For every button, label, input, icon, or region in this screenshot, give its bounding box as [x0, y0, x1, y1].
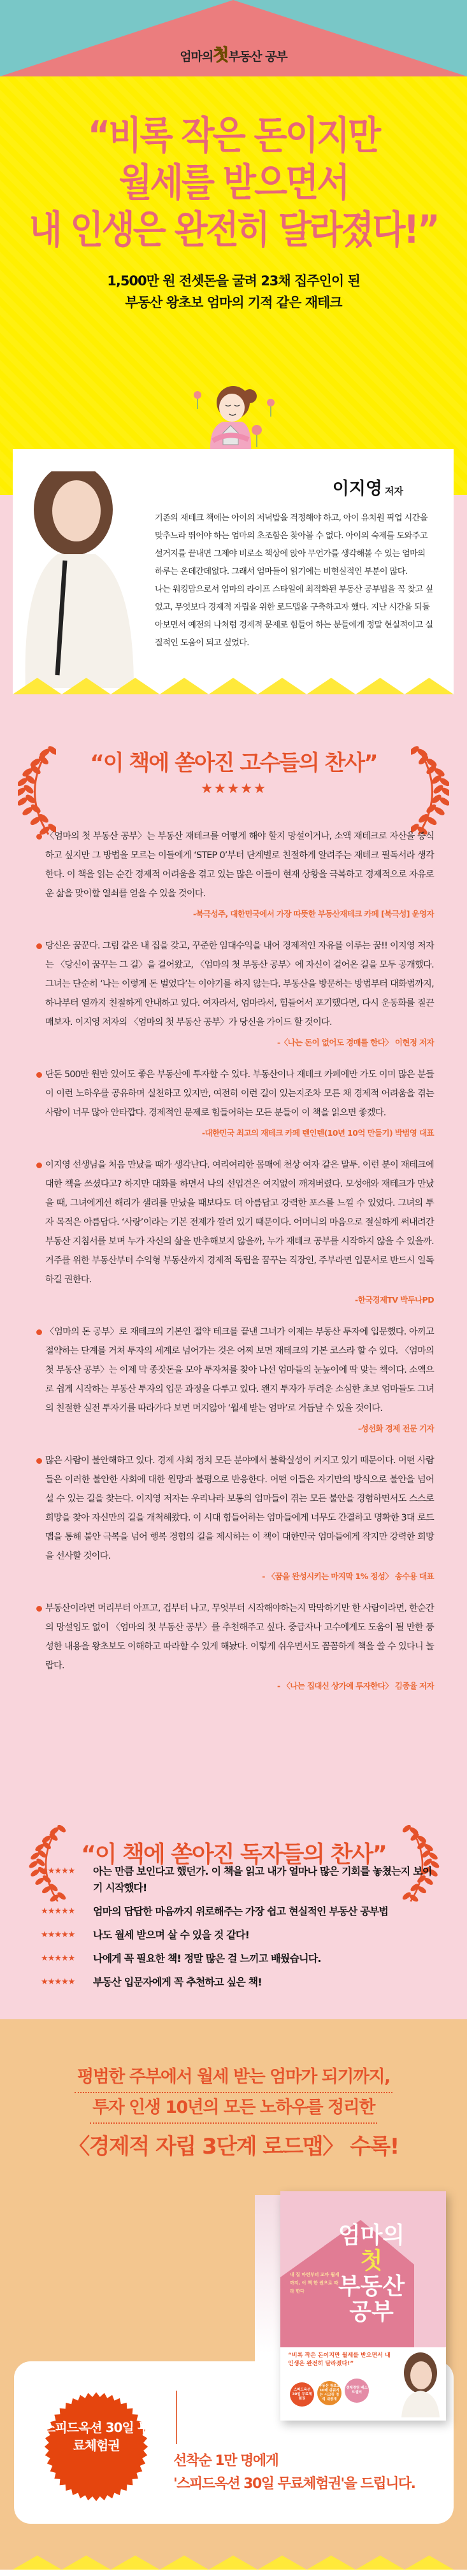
quote-line: 월세를 받으면서	[119, 160, 348, 205]
mom-hugging-house-illustration	[185, 369, 287, 452]
expert-review	[45, 1451, 434, 1585]
book-tagline: 내 집 마련부터 꼬마 월세까지, 이 책 한 권으로 따라 한다	[290, 2272, 340, 2294]
subtitle-line: 부동산 왕초보 엄마의 기적 같은 재테크	[125, 295, 342, 310]
review-author: -북극성주, 대한민국에서 가장 따뜻한 부동산재테크 카페 [북극성] 운영자	[192, 909, 434, 919]
review-text: 당신은 꿈꾼다. 그림 같은 내 집을 갖고, 꾸준한 임대수익을 내어 경제적인 자유를 이루는 꿈!! 이지영 저자는 〈당신이 꿈꾸는 그 길〉을 걸어왔고, 〈엄마의 첫 부동산 공부〉에 자신이 걸어온 길을 모두 공개했다. 그녀는 단순히 ‘나는 이렇게 돈 벌었다’는 이야기를 하지 않는다. 부동산을 방문하는 방법부터 대화법까지, 하나부터 열까지 친절하게 안내하고 있다. 여자라서, 엄마라서, 힘들어서 포기했다면, 다시 운동화를 질끈 매보자. 이지영 저자의 〈엄마의 첫 부동산 공부〉가 당신을 가이드 할 것이다.	[45, 941, 434, 1027]
reader-review	[41, 1903, 436, 1920]
hero-subtitle	[0, 270, 467, 313]
promo-line: 투자 인생 10년의 모든 노하우를 정리한	[90, 2093, 377, 2124]
bullet-icon	[36, 1458, 42, 1464]
gift-text	[173, 2450, 415, 2496]
bullet-icon	[36, 1072, 42, 1078]
divider	[176, 2391, 177, 2444]
footer-strip	[0, 2570, 467, 2576]
reader-reviews	[41, 1863, 436, 1998]
reader-review	[41, 1950, 436, 1967]
flower-icon	[194, 391, 201, 409]
gift-line: '스피드옥션 30일 무료체험권'을 드립니다.	[173, 2476, 415, 2492]
book-badge: 경제경영 베스트셀러	[345, 2379, 369, 2403]
author-photo	[13, 471, 143, 688]
rating-stars: ★★★★★	[41, 1866, 75, 1876]
rating-stars: ★★★★★	[41, 1907, 75, 1916]
hero-quote	[0, 112, 467, 254]
author-portrait	[398, 2347, 443, 2417]
book-logo	[0, 42, 467, 66]
book-badge: 스피드옥션 30일 무료체험권	[290, 2382, 314, 2407]
rating-stars: ★★★★★	[41, 1977, 75, 1987]
expert-reviews	[45, 827, 434, 1708]
promo-headline	[0, 2063, 467, 2166]
expert-review	[45, 1065, 434, 1141]
review-author: - 〈꿈을 완성시키는 마지막 1% 정성〉 송수용 대표	[262, 1571, 434, 1581]
expert-review	[45, 1156, 434, 1308]
expert-review	[45, 1599, 434, 1694]
subtitle-line: 1,500만 원 전셋돈을 굴려 23채 집주인이 된	[107, 273, 360, 289]
book-cover-image	[255, 2191, 446, 2424]
reader-review	[41, 1927, 436, 1943]
author-bio	[155, 510, 435, 652]
flower-icon	[267, 399, 275, 417]
reader-review	[41, 1974, 436, 1991]
bullet-icon	[36, 834, 42, 840]
logo-text: 엄마의	[180, 50, 213, 64]
author-name-text: 이지영	[332, 479, 383, 499]
expert-review	[45, 936, 434, 1051]
rating-stars: ★★★★★	[41, 1930, 75, 1940]
experts-title: “이 책에 쏟아진 고수들의 찬사”	[90, 750, 377, 776]
bullet-icon	[36, 943, 42, 949]
review-text: 많은 사람이 불안해하고 있다. 경제 사회 정치 모든 분야에서 불확실성이 커지고 있기 때문이다. 어떤 사람들은 이러한 불안한 사회에 대한 원망과 불평으로 반응한다. 어떤 이들은 자기만의 방식으로 불안을 넘어설 수 있는 길을 찾는다. 이지영 저자는 우리나라 보통의 엄마들이 겪는 모든 불안을 경험하면서도 스스로 희망을 찾아 자신만의 길을 개척해왔다. 이 시대 힘들어하는 엄마들에게 너무도 간결하고 명확한 3대 로드맵을 통해 불안 극복을 넘어 행복 경험의 길을 제시하는 이 책이 대한민국 엄마들에게 작지만 강력한 희망을 선사할 것이다.	[45, 1456, 434, 1561]
expert-review	[45, 827, 434, 922]
review-text: 나에게 꼭 필요한 책! 정말 많은 걸 느끼고 배웠습니다.	[93, 1952, 321, 1964]
book-title	[330, 2223, 413, 2325]
promo-line-emphasis: 〈경제적 자립 3단계 로드맵〉 수록!	[68, 2134, 399, 2159]
review-text: 단돈 500만 원만 있어도 좋은 부동산에 투자할 수 있다. 부동산이나 재테크 카페에만 가도 이미 많은 분들이 이런 노하우를 공유하며 실천하고 있지만, 여전히 이런 길이 있는지조차 모른 채 경제적 어려움을 겪는 사람이 너무 많아 안타깝다. 경제적인 문제로 힘들어하는 모든 분들이 이 책을 읽으면 좋겠다.	[45, 1070, 434, 1118]
review-text: 이지영 선생님을 처음 만났을 때가 생각난다. 여리여리한 몸매에 천상 여자 같은 말투. 이런 분이 재테크에 대한 책을 쓰셨다고? 하지만 대화를 하면서 나의 선입견은 여지없이 깨져버렸다. 모성애와 재테크가 만났을 때, 그녀에게선 해리가 샐리를 만났을 때보다도 더 아름답고 강력한 포스를 느낄 수 있었다. 그녀의 투자 목적은 아름답다. ‘사랑’이라는 기본 전제가 깔려 있기 때문이다. 어머니의 마음으로 절실하게 써내려간 부동산 지침서를 보며 누가 자신의 삶을 반추해보지 않을까, 누가 재테크 공부를 시작하지 않을 수 있을까. 거주를 위한 부동산부터 수익형 부동산까지 경제적 독립을 꿈꾸는 직장인, 주부라면 입문서로 반드시 일독하길 권한다.	[45, 1160, 434, 1285]
book-spine	[255, 2195, 280, 2421]
author-role: 저자	[385, 485, 403, 497]
bullet-icon	[36, 1329, 42, 1335]
review-author: -대한민국 최고의 재테크 카페 텐인텐(10년 10억 만들기) 박범영 대표	[201, 1128, 434, 1138]
bio-paragraph: 나는 워킹맘으로서 엄마의 라이프 스타일에 최적화된 부동산 공부법을 꼭 찾고 싶었고, 무엇보다 경제적 자립을 위한 로드맵을 구축하고자 했다. 지난 시간을 되돌아보면서 예전의 나처럼 경제적 문제로 힘들어 하는 분들에게 정말 현실적이고 실질적인 도움이 되고 싶었다.	[155, 585, 433, 648]
review-author: -성선화 경제 전문 기자	[357, 1424, 434, 1433]
book-title-line: 부동산 공부	[338, 2273, 405, 2325]
book-badge: 부동산 왕초보 10배 쉬워지는 시크릿 정석 대공개	[317, 2381, 341, 2405]
review-text: 나도 월세 받으며 살 수 있을 것 같다!	[93, 1929, 250, 1941]
book-title-line: 엄마의	[338, 2222, 405, 2249]
bio-paragraph: 기존의 재테크 책에는 아이의 저녁밥을 걱정해야 하고, 아이 유치원 픽업 시간을 맞추느라 뛰어야 하는 엄마의 초조함은 찾아볼 수 없다. 아이의 숙제를 도와주고 설거지를 끝내면 그제야 비로소 책상에 앉아 무언가를 생각해볼 수 있는 엄마의 하루는 온데간데없다. 그래서 엄마들이 읽기에는 비현실적인 부분이 많다.	[155, 513, 427, 576]
gift-line: 선착순 1만 명에게	[173, 2453, 278, 2469]
logo-text: 부동산 공부	[228, 50, 287, 64]
review-text: 아는 만큼 보인다고 했던가. 이 책을 읽고 내가 얼마나 많은 기회를 놓쳤는지 보이기 시작했다!	[93, 1865, 432, 1894]
review-text: 부동산이라면 머리부터 아프고, 겁부터 나고, 무엇부터 시작해야하는지 막막하기만 한 사람이라면, 한순간의 망설임도 없이 〈엄마의 첫 부동산 공부〉를 추천해주고 싶다. 중급자나 고수에게도 도움이 될 만한 풍성한 내용을 왕초보도 이해하고 따라할 수 있게 해놨다. 이렇게 쉬우면서도 꼼꼼하게 책을 쓸 수 있다니 놀랍다.	[45, 1603, 434, 1671]
book-quote: “비록 작은 돈이지만 월세를 받으면서 내 인생은 완전히 달라졌다!”	[288, 2352, 391, 2367]
review-text: 부동산 입문자에게 꼭 추천하고 싶은 책!	[93, 1976, 262, 1988]
quote-line: 내 인생은 완전히 달라졌다!”	[29, 207, 438, 252]
badge-text: 스피드옥션 30일 무료체험권	[43, 2420, 149, 2453]
readers-title: “이 책에 쏟아진 독자들의 찬사”	[81, 1842, 386, 1868]
review-text: 엄마의 답답한 마음까지 위로해주는 가장 쉽고 현실적인 부동산 공부법	[93, 1905, 389, 1917]
zigzag-border	[13, 676, 454, 694]
zigzag-border	[13, 2554, 454, 2570]
bullet-icon	[36, 1163, 42, 1168]
quote-line: “비록 작은 돈이지만	[87, 113, 380, 158]
rating-stars: ★★★★★	[41, 1954, 75, 1963]
review-author: - 〈나는 집대신 상가에 투자한다〉 김종율 저자	[277, 1681, 434, 1691]
expert-review	[45, 1322, 434, 1437]
book-title-highlight: 첫	[360, 2248, 383, 2274]
author-name	[333, 475, 403, 499]
review-text: 〈엄마의 돈 공부〉로 재테크의 기본인 절약 테크를 끝낸 그녀가 이제는 부동산 투자에 입문했다. 아끼고 절약하는 단계를 거쳐 투자의 세계로 넘어가는 것은 어찌 보면 재테크의 기본 코스라 할 수 있다. 〈엄마의 첫 부동산 공부〉는 이제 막 종잣돈을 모아 투자처를 찾아 나선 엄마들의 눈높이에 딱 맞는 책이다. 소액으로 쉽게 시작하는 부동산 투자의 입문 과정을 다루고 있다. 왠지 투자가 두려운 소심한 초보 엄마들도 그녀의 친절한 실전 투자기를 따라가다 보면 머지않아 ‘월세 받는 엄마’로 거듭날 수 있을 것이다.	[45, 1327, 434, 1413]
rating-stars: ★★★★★	[200, 781, 267, 797]
logo-highlight: 첫	[213, 46, 229, 65]
promo-line: 평범한 주부에서 월세 받는 엄마가 되기까지,	[75, 2063, 392, 2093]
review-text: 〈엄마의 첫 부동산 공부〉는 부동산 재테크를 어떻게 해야 할지 망설이거나, 소액 재테크로 자산을 증식하고 싶지만 그 방법을 모르는 이들에게 ‘STEP 0’부터 단계별로 친절하게 알려주는 재테크 필독서라 생각한다. 이 책을 읽는 순간 경제적 어려움을 겪고 있는 많은 이들이 현재 상황을 극복하고 경제적으로 자유로운 삶을 맞이할 열쇠를 얻을 수 있을 것이다.	[45, 831, 434, 899]
reader-review	[41, 1863, 436, 1896]
flower-icon	[252, 425, 262, 447]
bullet-icon	[36, 1606, 42, 1612]
review-author: -한국경제TV 박두나PD	[354, 1295, 434, 1305]
review-author: -〈나는 돈이 없어도 경매를 한다〉 이현정 저자	[277, 1038, 434, 1047]
